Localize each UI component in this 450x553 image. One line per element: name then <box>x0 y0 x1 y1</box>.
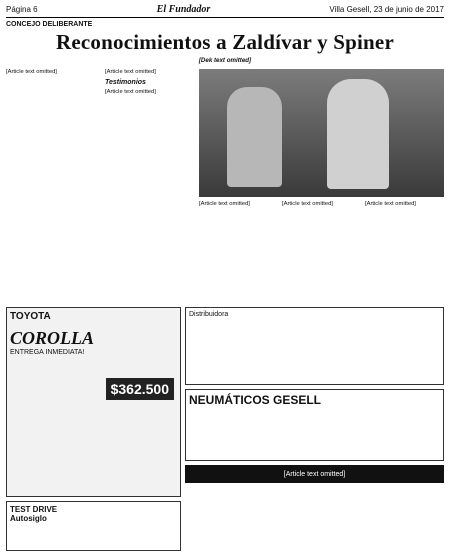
distribuidora-ad[interactable] <box>185 307 444 385</box>
article-column-4 <box>282 201 361 208</box>
dek: [Dek text omitted] <box>198 57 252 64</box>
section-label: CONCEJO DELIBERANTE <box>6 21 93 28</box>
article-right-block <box>199 69 444 301</box>
article-content <box>6 69 444 301</box>
article-text-placeholder: [Article text omitted] <box>104 69 156 76</box>
article-text-placeholder: [Article text omitted] <box>104 89 156 96</box>
date-label: Villa Gesell, 23 de junio de 2017 <box>329 5 444 14</box>
ad-footer <box>185 465 444 483</box>
headline: Reconocimientos a Zaldívar y Spiner <box>56 30 394 54</box>
ads-region <box>6 307 444 553</box>
subhead: Testimonios <box>104 78 146 86</box>
left-ads <box>6 307 181 553</box>
ad-brand: TOYOTA <box>10 311 51 323</box>
article-photo <box>199 69 444 197</box>
masthead: El Fundador <box>156 4 211 15</box>
person-silhouette <box>227 87 282 187</box>
ad-label: TEST DRIVE <box>10 505 58 515</box>
right-ads <box>185 307 444 553</box>
article-text-placeholder: [Article text omitted] <box>365 201 416 208</box>
toyota-ad[interactable] <box>6 307 181 497</box>
ad-label: Distribuidora <box>189 311 229 319</box>
article-column-5 <box>365 201 444 208</box>
ad-model: COROLLA <box>10 328 95 349</box>
article-text-placeholder: [Article text omitted] <box>199 201 250 208</box>
article-column-1 <box>6 69 100 301</box>
ad-footer-text: [Article text omitted] <box>283 470 346 478</box>
ad-tag: ENTREGA INMEDIATA! <box>10 349 85 357</box>
ad-label: Autosiglo <box>10 514 47 524</box>
ad-price: $362.500 <box>106 378 174 400</box>
article-column-2 <box>105 69 194 301</box>
article-lower-columns <box>199 201 444 208</box>
top-bar <box>6 4 444 18</box>
ad-label: NEUMÁTICOS GESELL <box>189 393 322 408</box>
article-column-3 <box>199 201 278 208</box>
neumaticos-ad[interactable] <box>185 389 444 461</box>
testdrive-ad[interactable] <box>6 501 181 551</box>
article-text-placeholder: [Article text omitted] <box>282 201 333 208</box>
person-silhouette <box>327 79 389 189</box>
article-text-placeholder: [Article text omitted] <box>6 69 57 76</box>
page-number: Página 6 <box>6 5 38 14</box>
